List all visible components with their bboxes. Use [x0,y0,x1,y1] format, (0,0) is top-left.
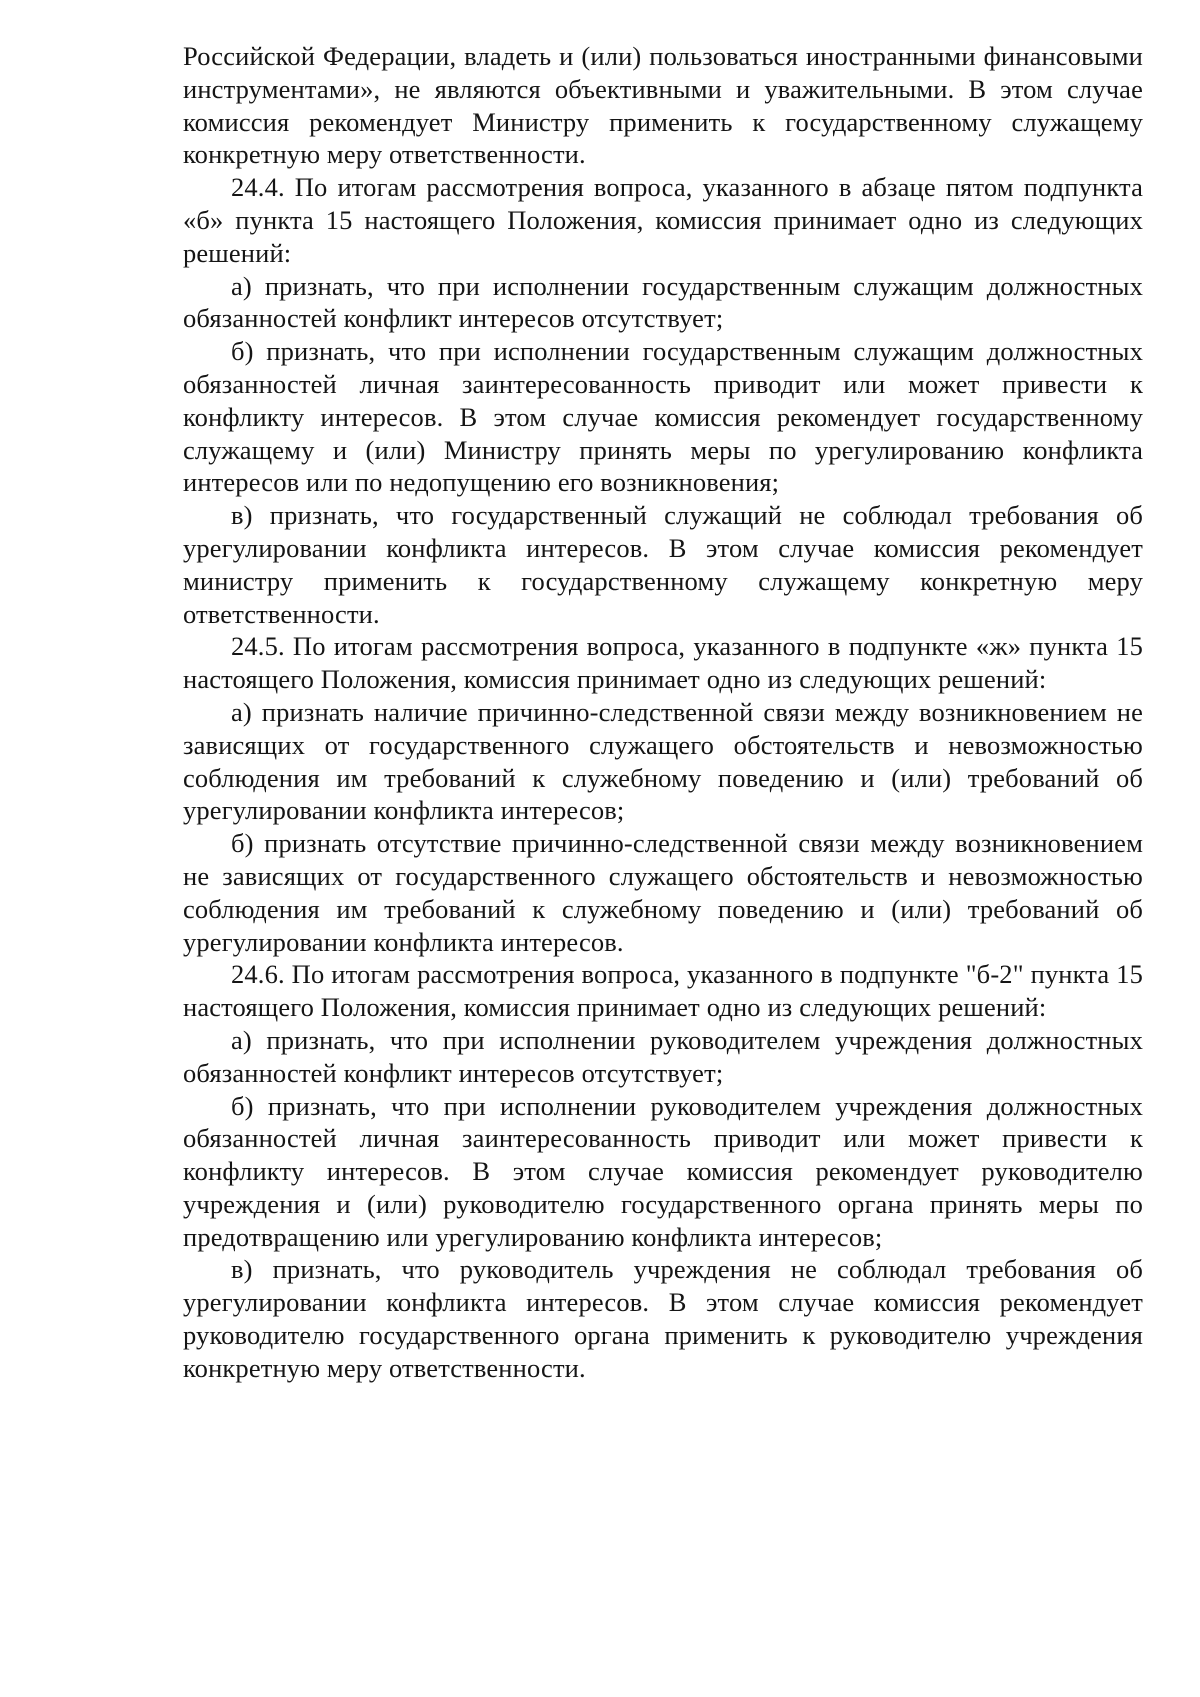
section-24-6-item-v: в) признать, что руководитель учреждения не соблюдал требования об урегулировании конфликта интересов. В этом случае комиссия рекомендует руководителю государственного органа применить к руководителю учреждения конкретную меру ответственности. [183,1254,1143,1383]
section-24-6: 24.6. По итогам рассмотрения вопроса, указанного в подпункте "б-2" пункта 15 настоящего Положения, комиссия принимает одно из следующих решений: [183,959,1143,1023]
section-24-5-item-a: а) признать наличие причинно-следственной связи между возникновением не зависящих от государственного служащего обстоятельств и невозможностью соблюдения им требований к служебному поведению и (или) требований об урегулировании конфликта интересов; [183,696,1143,826]
section-24-4-item-b: б) признать, что при исполнении государственным служащим должностных обязанностей личная заинтересованность приводит или может привести к конфликту интересов. В этом случае комиссия рекомендует государственному служащему и (или) Министру принять меры по урегулированию конфликта интересов или по недопущению его возникновения; [183,336,1143,498]
paragraph-continuation: Российской Федерации, владеть и (или) пользоваться иностранными финансовыми инструментами», не являются объективными и уважительными. В этом случае комиссия рекомендует Министру применить к государственному служащему конкретную меру ответственности. [183,41,1143,170]
section-24-6-item-a: а) признать, что при исполнении руководителем учреждения должностных обязанностей конфликт интересов отсутствует; [183,1024,1143,1088]
section-24-6-item-b: б) признать, что при исполнении руководителем учреждения должностных обязанностей личная заинтересованность приводит или может привести к конфликту интересов. В этом случае комиссия рекомендует руководителю учреждения и (или) руководителю государственного органа принять меры по предотвращению или урегулированию конфликта интересов; [183,1090,1143,1252]
section-24-5-item-b: б) признать отсутствие причинно-следственной связи между возникновением не зависящих от государственного служащего обстоятельств и невозможностью соблюдения им требований к служебному поведению и (или) требований об урегулировании конфликта интересов. [183,828,1143,957]
section-24-4-item-a: а) признать, что при исполнении государственным служащим должностных обязанностей конфликт интересов отсутствует; [183,270,1143,334]
section-24-4-item-v: в) признать, что государственный служащий не соблюдал требования об урегулировании конфликта интересов. В этом случае комиссия рекомендует министру применить к государственному служащему конкретную меру ответственности. [183,500,1143,629]
document-body [183,40,1143,1385]
section-24-4: 24.4. По итогам рассмотрения вопроса, указанного в абзаце пятом подпункта «б» пункта 15 настоящего Положения, комиссия принимает одно из следующих решений: [183,172,1143,268]
section-24-5: 24.5. По итогам рассмотрения вопроса, указанного в подпункте «ж» пункта 15 настоящего Положения, комиссия принимает одно из следующих решений: [183,631,1143,695]
